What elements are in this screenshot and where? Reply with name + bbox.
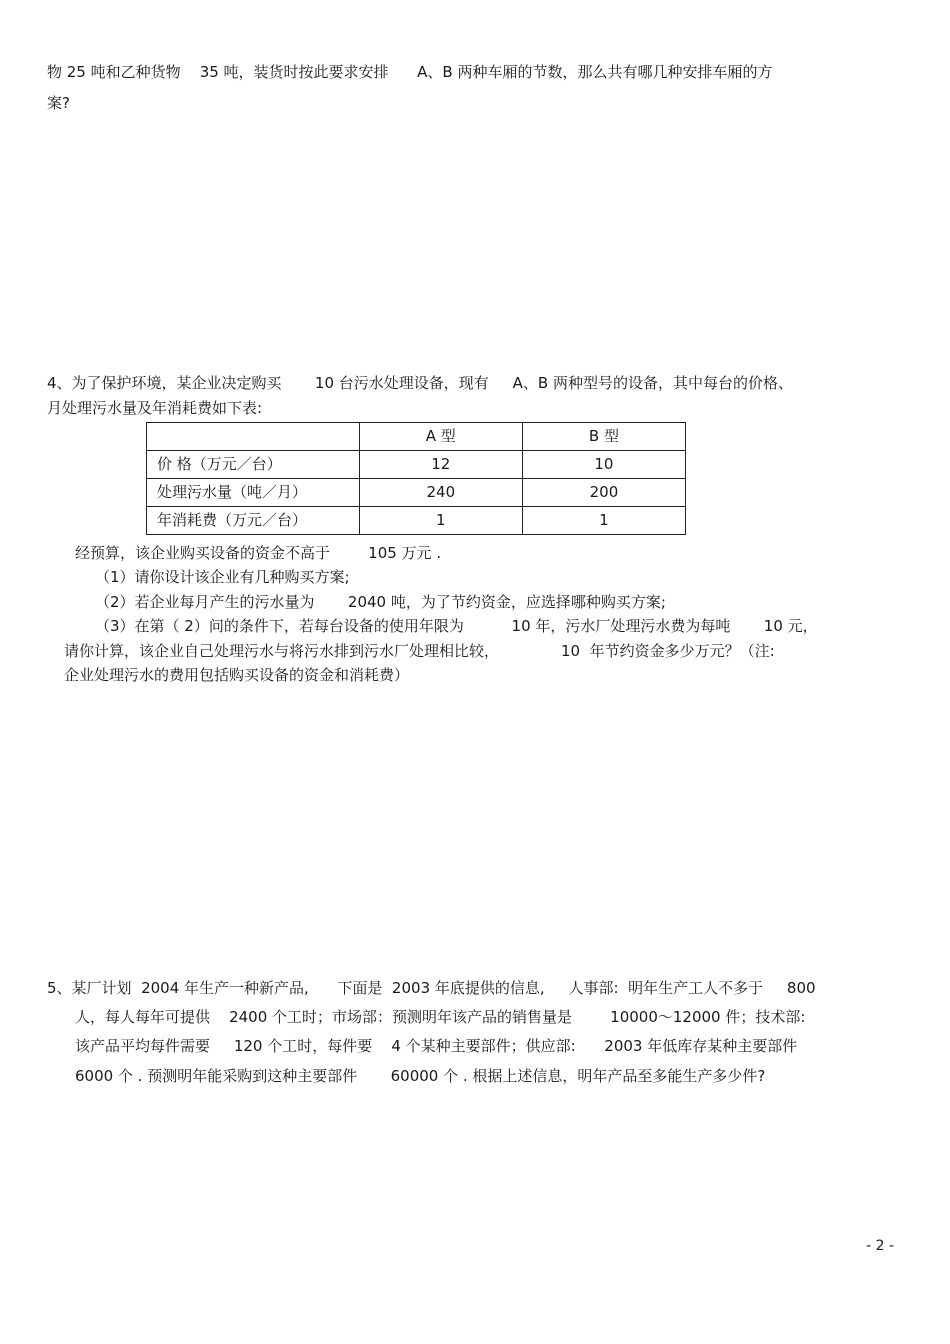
table-cell: 240 <box>359 479 522 507</box>
table-cell: 处理污水量（吨／月） <box>147 479 360 507</box>
table-row <box>147 451 686 479</box>
table-cell: 价 格（万元／台） <box>147 451 360 479</box>
q4-budget: 经预算，该企业购买设备的资金不高于 105 万元 . <box>75 544 442 562</box>
table-cell: 1 <box>359 507 522 535</box>
q3-continuation-line-1: 物 25 吨和乙种货物 35 吨，装货时按此要求安排 A、B 两种车厢的节数，那么共有哪几种安排车厢的方 <box>47 63 773 81</box>
table-cell: 年消耗费（万元／台） <box>147 507 360 535</box>
q4-line-2: 月处理污水量及年消耗费如下表: <box>47 399 263 417</box>
table-cell: 200 <box>522 479 685 507</box>
table-header-cell: A 型 <box>359 423 522 451</box>
table-cell: 1 <box>522 507 685 535</box>
q4-subquestion-2: （2）若企业每月产生的污水量为 2040 吨，为了节约资金，应选择哪种购买方案; <box>95 593 666 611</box>
table-header-cell <box>147 423 360 451</box>
table-header-cell: B 型 <box>522 423 685 451</box>
q4-subquestion-3-line-3: 企业处理污水的费用包括购买设备的资金和消耗费） <box>64 666 410 684</box>
q5-line-3: 该产品平均每件需要 120 个工时，每件要 4 个某种主要部件；供应部: 2003 年低库存某种主要部件 <box>75 1037 798 1055</box>
q4-subquestion-1: （1）请你设计该企业有几种购买方案; <box>95 568 350 586</box>
table-row <box>147 507 686 535</box>
table-cell: 10 <box>522 451 685 479</box>
q3-continuation-line-2: 案? <box>47 94 70 112</box>
q4-line-1: 4、为了保护环境，某企业决定购买 10 台污水处理设备，现有 A、B 两种型号的设备，其中每台的价格、 <box>47 374 793 392</box>
q5-line-1: 5、某厂计划 2004 年生产一种新产品, 下面是 2003 年底提供的信息, 人事部: 明年生产工人不多于 800 <box>47 979 816 997</box>
table-row <box>147 479 686 507</box>
q4-subquestion-3-line-1: （3）在第（ 2）问的条件下，若每台设备的使用年限为 10 年，污水厂处理污水费为每吨 10 元， <box>95 617 818 635</box>
q5-line-4: 6000 个 . 预测明年能采购到这种主要部件 60000 个 . 根据上述信息，明年产品至多能生产多少件? <box>75 1067 766 1085</box>
q5-line-2: 人，每人每年可提供 2400 个工时；市场部：预测明年该产品的销售量是 10000～12000 件；技术部: <box>75 1008 806 1026</box>
table-header-row <box>147 423 686 451</box>
page-number: - 2 - <box>866 1238 894 1254</box>
table-cell: 12 <box>359 451 522 479</box>
q4-subquestion-3-line-2: 请你计算，该企业自己处理污水与将污水排到污水厂处理相比较， 10 年节约资金多少万元？（注: <box>64 642 775 660</box>
equipment-spec-table <box>146 422 686 535</box>
